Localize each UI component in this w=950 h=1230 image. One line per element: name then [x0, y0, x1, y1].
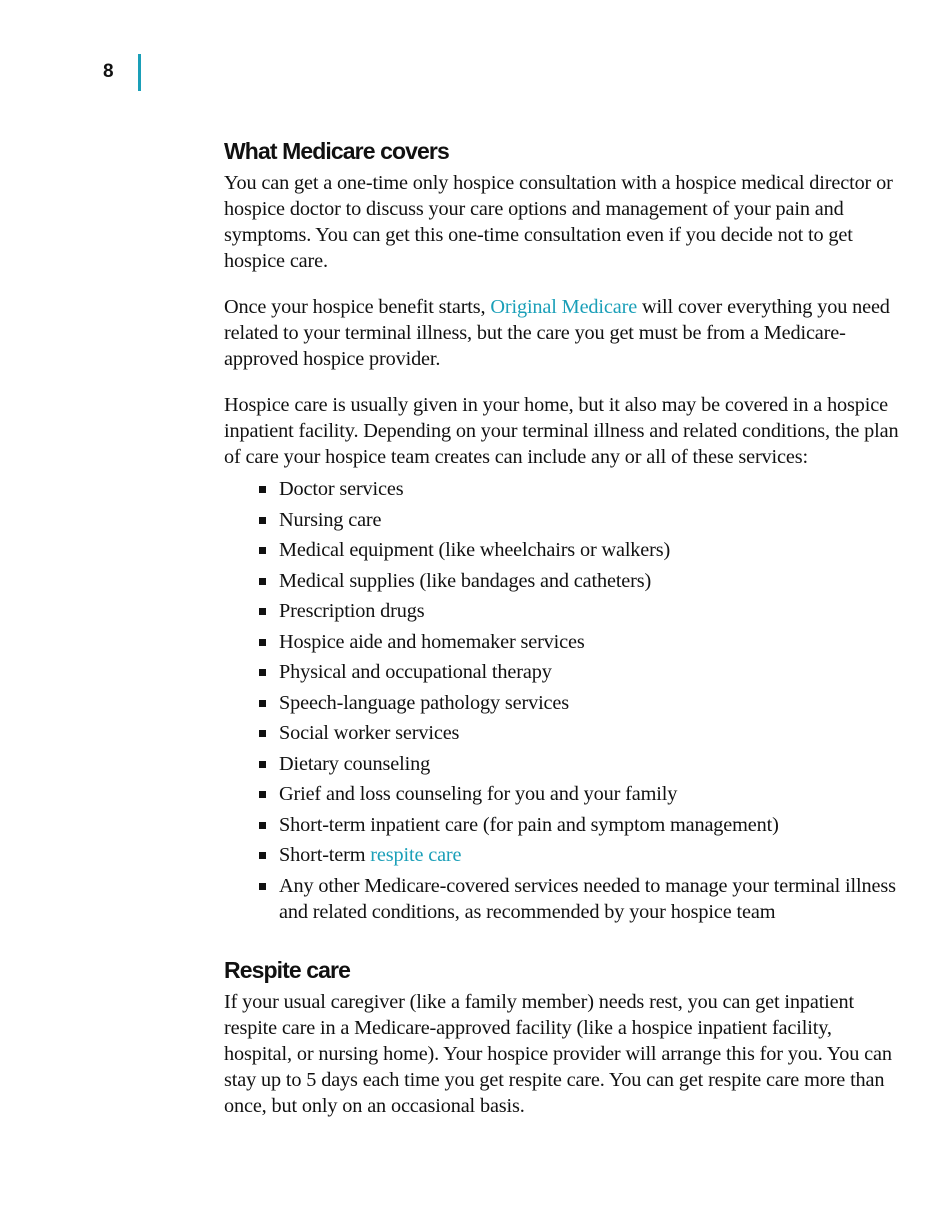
service-item-label: Nursing care — [279, 508, 382, 531]
section-heading-what-medicare-covers: What Medicare covers — [224, 138, 449, 164]
square-bullet-icon — [259, 578, 266, 585]
service-item-other-services — [279, 873, 900, 925]
hospice-benefit-text-end: will cover everything you need related to your terminal illness, but the care you get must be from a Medicare-approved hospice provider. — [224, 296, 890, 370]
service-item-doctor-services — [279, 476, 900, 502]
service-item-dietary-counseling — [279, 751, 900, 777]
page-number-divider — [138, 54, 141, 91]
service-item-label: Any other Medicare-covered services needed to manage your terminal illness and related conditions, as recommended by your hospice team — [279, 874, 896, 923]
hospice-services-list — [224, 476, 900, 925]
section-spacer — [224, 929, 900, 955]
consultation-paragraph: You can get a one-time only hospice consultation with a hospice medical director or hospice doctor to discuss your care options and management of your pain and symptoms. You can get this one-time consultation even if you decide not to get hospice care. — [224, 172, 893, 272]
square-bullet-icon — [259, 822, 266, 829]
square-bullet-icon — [259, 669, 266, 676]
respite-care-paragraph: If your usual caregiver (like a family member) needs rest, you can get inpatient respite care in a Medicare-approved facility (like a hospice inpatient facility, hospital, or nursing home). Your hospice provider will arrange this for you. You can stay up to 5 days each time you get respite care. You can get respite care more than once, but only on an occasional basis. — [224, 991, 892, 1117]
service-item-label: Social worker services — [279, 722, 460, 744]
square-bullet-icon — [259, 791, 266, 798]
service-item-label: Grief and loss counseling for you and your family — [279, 783, 678, 805]
service-item-label: Speech-language pathology services — [279, 691, 569, 714]
service-item-respite-care — [279, 842, 900, 868]
service-item-label: Medical equipment (like wheelchairs or walkers) — [279, 539, 671, 561]
square-bullet-icon — [259, 730, 266, 737]
service-item-social-worker — [279, 720, 900, 746]
square-bullet-icon — [259, 883, 266, 890]
square-bullet-icon — [259, 547, 266, 554]
square-bullet-icon — [259, 761, 266, 768]
main-content — [224, 136, 900, 1139]
square-bullet-icon — [259, 852, 266, 859]
respite-care-link[interactable]: respite care — [370, 844, 462, 866]
service-item-nursing-care — [279, 507, 900, 533]
service-item-hospice-aide — [279, 629, 900, 655]
service-item-medical-equipment — [279, 537, 900, 563]
service-item-speech-language — [279, 690, 900, 716]
service-item-label: Physical and occupational therapy — [279, 661, 552, 683]
service-item-grief-counseling — [279, 781, 900, 807]
service-item-label: Medical supplies (like bandages and catheters) — [279, 569, 652, 592]
hospice-benefit-text-start: Once your hospice benefit starts, — [224, 296, 491, 318]
service-item-short-term-inpatient — [279, 812, 900, 838]
square-bullet-icon — [259, 639, 266, 646]
service-item-label: Short-term inpatient care (for pain and symptom management) — [279, 813, 779, 836]
service-item-physical-therapy — [279, 659, 900, 685]
service-item-label: Short-term — [279, 844, 371, 866]
service-item-prescription-drugs — [279, 598, 900, 624]
square-bullet-icon — [259, 608, 266, 615]
square-bullet-icon — [259, 700, 266, 707]
service-item-label: Dietary counseling — [279, 752, 431, 775]
original-medicare-link[interactable]: Original Medicare — [490, 296, 638, 318]
hospice-services-intro-paragraph: Hospice care is usually given in your home, but it also may be covered in a hospice inpatient facility. Depending on your terminal illness and related conditions, the plan of care your hospice team creates can include any or all of these services: — [224, 394, 899, 468]
section-heading-respite-care: Respite care — [224, 957, 350, 983]
service-item-label: Hospice aide and homemaker services — [279, 630, 585, 653]
square-bullet-icon — [259, 517, 266, 524]
service-item-label: Prescription drugs — [279, 600, 425, 622]
service-item-medical-supplies — [279, 568, 900, 594]
hospice-benefit-paragraph — [224, 294, 900, 372]
square-bullet-icon — [259, 486, 266, 493]
service-item-label: Doctor services — [279, 478, 404, 500]
page-number: 8 — [103, 61, 114, 82]
